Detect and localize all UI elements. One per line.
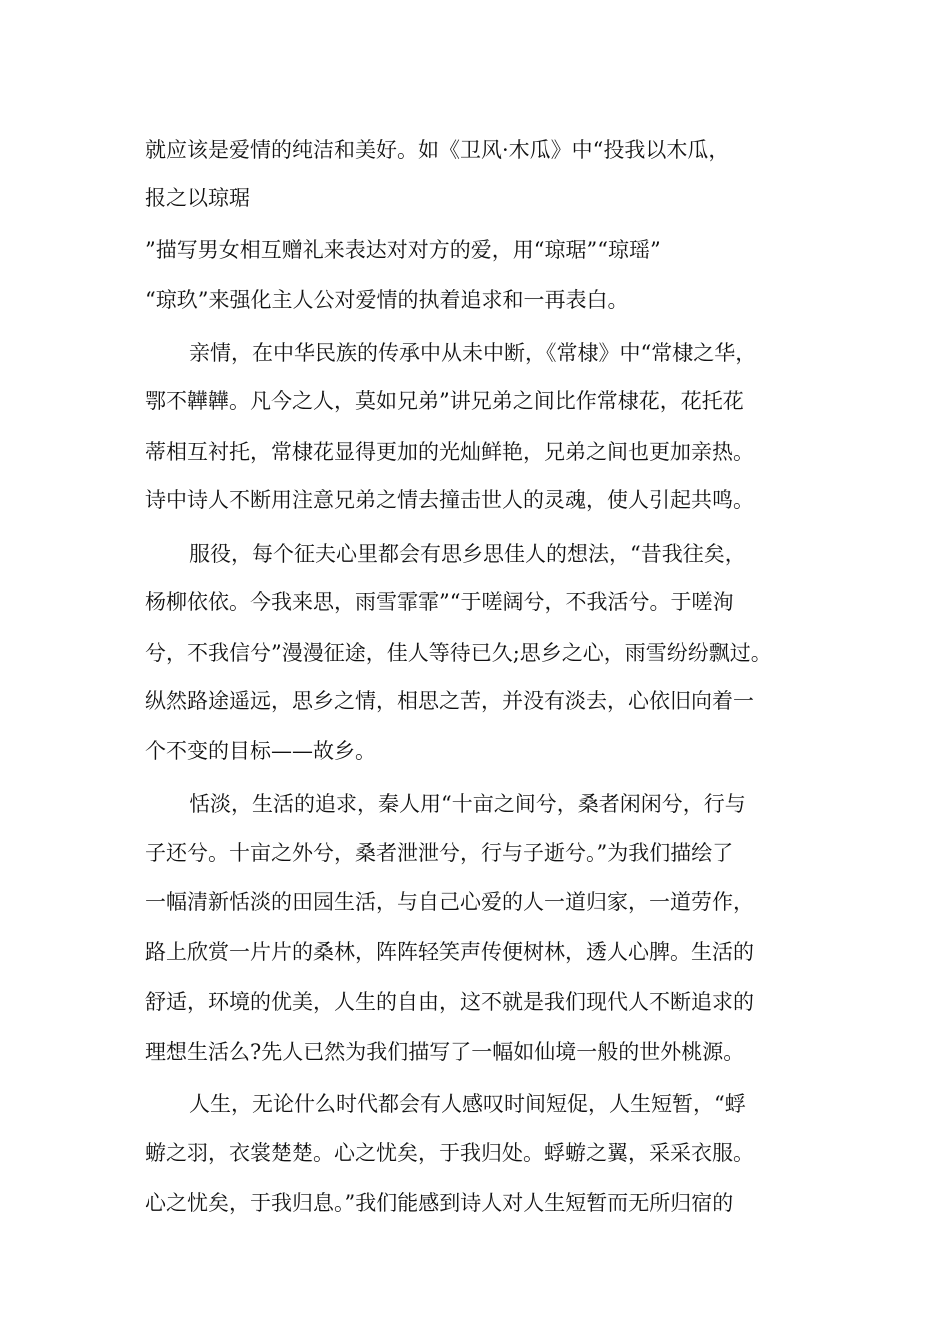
text-line: 蒂相互衬托，常棣花显得更加的光灿鲜艳，兄弟之间也更加亲热。 <box>145 440 754 464</box>
text-line: 就应该是爱情的纯洁和美好。如《卫风·木瓜》中“投我以木瓜， <box>145 138 730 162</box>
text-line: 子还兮。十亩之外兮，桑者泄泄兮，行与子逝兮。”为我们描绘了 <box>145 841 734 865</box>
text-line: “琼玖”来强化主人公对爱情的执着追求和一再表白。 <box>145 288 629 312</box>
text-line: 诗中诗人不断用注意兄弟之情去撞击世人的灵魂，使人引起共鸣。 <box>145 488 754 512</box>
text-line: 一幅清新恬淡的田园生活，与自己心爱的人一道归家，一道劳作， <box>145 890 754 914</box>
paragraph-first-line: 人生，无论什么时代都会有人感叹时间短促，人生短暂，“蜉 <box>189 1092 746 1116</box>
text-line: 个不变的目标——故乡。 <box>145 739 376 763</box>
text-line: 鄂不韡韡。凡今之人，莫如兄弟”讲兄弟之间比作常棣花，花托花 <box>145 389 744 413</box>
text-line: 心之忧矣，于我归息。”我们能感到诗人对人生短暂而无所归宿的 <box>145 1191 734 1215</box>
text-line: 路上欣赏一片片的桑林，阵阵轻笑声传便树林，透人心脾。生活的 <box>145 940 754 964</box>
text-line: 蝣之羽，衣裳楚楚。心之忧矣，于我归处。蜉蝣之翼，采采衣服。 <box>145 1141 754 1165</box>
paragraph-first-line: 亲情，在中华民族的传承中从未中断，《常棣》中“常棣之华， <box>189 341 757 365</box>
text-line: 兮，不我信兮”漫漫征途，佳人等待已久;思乡之心，雨雪纷纷飘过。 <box>145 641 772 665</box>
paragraph-first-line: 服役，每个征夫心里都会有思乡思佳人的想法，“昔我往矣， <box>189 542 746 566</box>
paragraph-first-line: 恬淡，生活的追求，秦人用“十亩之间兮，桑者闲闲兮，行与 <box>189 792 746 816</box>
text-line: 理想生活么?先人已然为我们描写了一幅如仙境一般的世外桃源。 <box>145 1040 745 1064</box>
text-line: 纵然路途遥远，思乡之情，相思之苦，并没有淡去，心依旧向着一 <box>145 689 754 713</box>
text-line: 杨柳依依。今我来思，雨雪霏霏”“于嗟阔兮，不我活兮。于嗟洵 <box>145 590 734 614</box>
text-line: 舒适，环境的优美，人生的自由，这不就是我们现代人不断追求的 <box>145 990 754 1014</box>
text-line: 报之以琼琚 <box>145 186 250 210</box>
text-line: ”描写男女相互赠礼来表达对对方的爱，用“琼琚”“琼瑶” <box>145 238 661 262</box>
